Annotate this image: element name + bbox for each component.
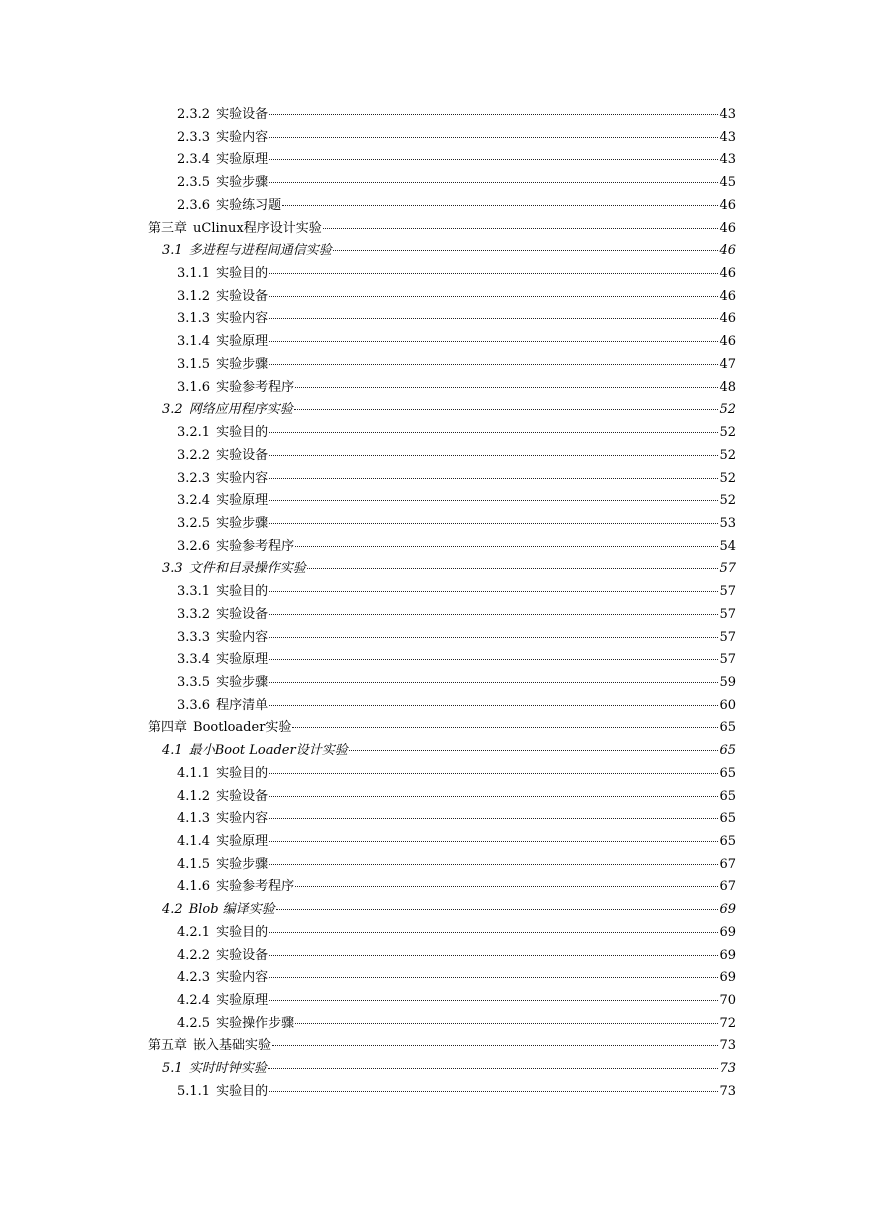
toc-page-number: 46 (719, 334, 736, 350)
toc-entry-number: 3.3.6 (177, 697, 211, 713)
toc-page-number: 45 (719, 175, 736, 191)
toc-entry-title: 实验内容 (216, 470, 269, 486)
toc-entry-number: 3.2.3 (177, 470, 211, 486)
toc-page-number: 65 (719, 811, 736, 827)
toc-entry-number: 4.1.4 (177, 834, 211, 849)
toc-subsection-entry[interactable] (148, 967, 736, 990)
toc-subsection-entry[interactable] (148, 513, 736, 536)
toc-section-entry[interactable] (148, 899, 736, 922)
toc-page-number: 73 (719, 1083, 736, 1099)
toc-subsection-entry[interactable] (148, 786, 736, 809)
toc-dot-leader (269, 704, 718, 706)
toc-entry-number: 3.3.1 (177, 584, 211, 600)
toc-dot-leader (269, 454, 718, 456)
toc-subsection-entry[interactable] (148, 1013, 736, 1036)
toc-entry-number: 4.2.3 (177, 970, 211, 986)
toc-subsection-entry[interactable] (148, 331, 736, 354)
toc-dot-leader (295, 885, 718, 887)
toc-page-number: 52 (719, 493, 736, 509)
toc-dot-leader (269, 113, 718, 115)
toc-entry-title: 实验设备 (216, 788, 269, 804)
toc-subsection-entry[interactable] (148, 468, 736, 491)
toc-entry-title: 实验参考程序 (216, 879, 295, 895)
toc-entry-title: 实验内容 (216, 811, 269, 827)
toc-dot-leader (269, 1090, 718, 1092)
toc-entry-number: 第五章 (148, 1038, 188, 1054)
toc-entry-title: 文件和目录操作实验 (188, 561, 306, 577)
toc-page-number: 70 (719, 993, 736, 1009)
toc-dot-leader (269, 931, 718, 933)
toc-page-number: 69 (719, 924, 736, 940)
toc-section-entry[interactable] (148, 558, 736, 581)
toc-entry-number: 3.2 (162, 402, 183, 418)
toc-entry-title: 实验原理 (216, 993, 269, 1009)
toc-page-number: 46 (719, 197, 736, 213)
toc-entry-number: 4.2.1 (177, 924, 211, 940)
toc-section-entry[interactable] (148, 740, 736, 763)
toc-dot-leader (269, 976, 718, 978)
toc-dot-leader (276, 908, 719, 910)
toc-entry-title: 实验内容 (216, 129, 269, 145)
toc-dot-leader (272, 1044, 718, 1046)
toc-dot-leader (292, 726, 718, 728)
toc-subsection-entry[interactable] (148, 604, 736, 627)
toc-entry-title: 实验设备 (216, 288, 269, 304)
toc-entry-number: 3.3.2 (177, 606, 211, 622)
toc-entry-title: 实验目的 (216, 425, 269, 441)
toc-dot-leader (269, 817, 718, 819)
toc-entry-title: 实验操作步骤 (216, 1015, 295, 1031)
toc-page-number: 46 (719, 311, 736, 327)
toc-dot-leader (269, 181, 718, 183)
toc-subsection-entry[interactable] (148, 195, 736, 218)
toc-dot-leader (269, 590, 718, 592)
toc-subsection-entry[interactable] (148, 990, 736, 1013)
toc-entry-number: 3.2.5 (177, 515, 211, 531)
toc-entry-title: 实验练习题 (216, 197, 282, 213)
toc-subsection-entry[interactable] (148, 445, 736, 468)
toc-dot-leader (269, 317, 718, 319)
toc-entry-number: 4.1.5 (177, 856, 211, 872)
toc-entry-title: 最小Boot Loader设计实验 (188, 743, 348, 759)
toc-entry-title: 实验设备 (216, 606, 269, 622)
toc-page-number: 52 (719, 402, 736, 418)
toc-page-number: 69 (719, 947, 736, 963)
toc-page-number: 65 (719, 788, 736, 804)
toc-dot-leader (269, 522, 718, 524)
toc-entry-number: 3.2.1 (177, 425, 211, 441)
toc-dot-leader (333, 249, 719, 251)
toc-entry-number: 2.3.5 (177, 175, 211, 191)
toc-entry-number: 3.1.2 (177, 288, 211, 304)
toc-entry-title: 网络应用程序实验 (188, 402, 293, 418)
toc-entry-number: 4.1.3 (177, 811, 211, 827)
toc-subsection-entry[interactable] (148, 422, 736, 445)
toc-page-number: 73 (719, 1038, 736, 1054)
toc-entry-number: 4.1.1 (177, 765, 211, 781)
toc-dot-leader (269, 431, 718, 433)
toc-page-number: 54 (719, 538, 736, 554)
toc-entry-title: 实验内容 (216, 629, 269, 645)
toc-dot-leader (269, 658, 718, 660)
toc-subsection-entry[interactable] (148, 286, 736, 309)
toc-page-number: 67 (719, 856, 736, 872)
toc-entry-title: 嵌入基础实验 (193, 1038, 272, 1054)
toc-subsection-entry[interactable] (148, 876, 736, 899)
toc-page-number: 65 (719, 834, 736, 849)
toc-page-number: 43 (719, 107, 736, 122)
toc-page-number: 47 (719, 356, 736, 372)
toc-page-number: 46 (719, 288, 736, 304)
toc-subsection-entry[interactable] (148, 377, 736, 400)
toc-dot-leader (269, 772, 718, 774)
toc-page-number: 57 (719, 652, 736, 668)
toc-subsection-entry[interactable] (148, 649, 736, 672)
toc-subsection-entry[interactable] (148, 1081, 736, 1104)
toc-dot-leader (269, 795, 718, 797)
toc-dot-leader (269, 613, 718, 615)
toc-page-number: 52 (719, 447, 736, 463)
toc-dot-leader (269, 999, 718, 1001)
toc-dot-leader (269, 863, 718, 865)
toc-entry-number: 4.2.4 (177, 993, 211, 1009)
toc-entry-number: 3.1.1 (177, 266, 211, 282)
toc-entry-number: 第三章 (148, 220, 188, 236)
toc-entry-title: 实验内容 (216, 970, 269, 986)
toc-entry-title: 实验设备 (216, 947, 269, 963)
toc-subsection-entry[interactable] (148, 536, 736, 559)
toc-entry-title: 实验目的 (216, 266, 269, 282)
toc-entry-title: Bootloader实验 (193, 720, 292, 736)
toc-page-number: 46 (719, 266, 736, 282)
toc-page-number: 52 (719, 470, 736, 486)
toc-entry-number: 4.1.6 (177, 879, 211, 895)
toc-entry-title: Blob 编译实验 (188, 902, 275, 918)
toc-dot-leader (295, 1022, 718, 1024)
toc-dot-leader (269, 136, 718, 138)
toc-page-number: 43 (719, 152, 736, 168)
toc-entry-title: 实验参考程序 (216, 379, 295, 395)
toc-entry-title: 实验原理 (216, 493, 269, 509)
toc-entry-number: 3.1.4 (177, 334, 211, 350)
toc-entry-title: 程序清单 (216, 697, 269, 713)
toc-section-entry[interactable] (148, 1058, 736, 1081)
toc-page-number: 59 (719, 674, 736, 690)
toc-entry-number: 3.1.6 (177, 379, 211, 395)
toc-subsection-entry[interactable] (148, 945, 736, 968)
toc-entry-number: 2.3.6 (177, 197, 211, 213)
toc-entry-number: 3.3 (162, 561, 183, 577)
toc-subsection-entry[interactable] (148, 854, 736, 877)
toc-entry-title: 实验步骤 (216, 515, 269, 531)
toc-subsection-entry[interactable] (148, 808, 736, 831)
table-of-contents (148, 104, 736, 1104)
toc-entry-title: 实验目的 (216, 924, 269, 940)
toc-entry-number: 3.1.3 (177, 311, 211, 327)
toc-entry-title: 实验步骤 (216, 175, 269, 191)
toc-entry-title: 实验原理 (216, 652, 269, 668)
toc-entry-number: 4.2.5 (177, 1015, 211, 1031)
toc-dot-leader (307, 567, 719, 569)
toc-entry-number: 3.2.4 (177, 493, 211, 509)
toc-subsection-entry[interactable] (148, 490, 736, 513)
toc-dot-leader (269, 363, 718, 365)
toc-section-entry[interactable] (148, 240, 736, 263)
toc-entry-number: 3.2.2 (177, 447, 211, 463)
toc-entry-number: 4.1.2 (177, 788, 211, 804)
toc-entry-title: uClinux程序设计实验 (193, 220, 322, 236)
toc-dot-leader (323, 227, 719, 229)
toc-page-number: 73 (719, 1061, 736, 1077)
toc-entry-title: 实验目的 (216, 584, 269, 600)
toc-page-number: 57 (719, 561, 736, 577)
toc-entry-number: 2.3.3 (177, 129, 211, 145)
toc-subsection-entry[interactable] (148, 127, 736, 150)
toc-page-number: 52 (719, 425, 736, 441)
toc-subsection-entry[interactable] (148, 172, 736, 195)
toc-dot-leader (269, 158, 718, 160)
toc-page-number: 57 (719, 584, 736, 600)
toc-entry-title: 实验参考程序 (216, 538, 295, 554)
toc-section-entry[interactable] (148, 399, 736, 422)
toc-page-number: 67 (719, 879, 736, 895)
toc-entry-title: 实验步骤 (216, 356, 269, 372)
toc-page-number: 46 (719, 220, 736, 236)
toc-page-number: 57 (719, 606, 736, 622)
toc-subsection-entry[interactable] (148, 104, 736, 127)
toc-dot-leader (269, 295, 718, 297)
toc-dot-leader (282, 204, 718, 206)
toc-entry-title: 实验步骤 (216, 674, 269, 690)
toc-dot-leader (269, 499, 718, 501)
toc-dot-leader (295, 386, 718, 388)
toc-entry-number: 2.3.2 (177, 107, 211, 122)
toc-page-number: 65 (719, 720, 736, 736)
toc-subsection-entry[interactable] (148, 627, 736, 650)
toc-entry-number: 3.1.5 (177, 356, 211, 372)
toc-entry-number: 第四章 (148, 720, 188, 736)
toc-dot-leader (349, 749, 719, 751)
toc-subsection-entry[interactable] (148, 922, 736, 945)
toc-page-number: 48 (719, 379, 736, 395)
toc-page-number: 69 (719, 902, 736, 918)
toc-dot-leader (269, 272, 718, 274)
toc-page-number: 46 (719, 243, 736, 259)
toc-subsection-entry[interactable] (148, 354, 736, 377)
toc-entry-title: 实验设备 (216, 447, 269, 463)
toc-entry-title: 实时时钟实验 (188, 1061, 267, 1077)
toc-dot-leader (269, 840, 718, 842)
toc-entry-number: 3.2.6 (177, 538, 211, 554)
toc-dot-leader (269, 681, 718, 683)
toc-page-number: 69 (719, 970, 736, 986)
toc-entry-number: 3.1 (162, 243, 183, 259)
toc-dot-leader (269, 477, 718, 479)
toc-dot-leader (268, 1067, 719, 1069)
toc-entry-title: 多进程与进程间通信实验 (188, 243, 332, 259)
toc-entry-number: 4.2.2 (177, 947, 211, 963)
toc-dot-leader (295, 545, 718, 547)
toc-entry-number: 3.3.4 (177, 652, 211, 668)
toc-subsection-entry[interactable] (148, 695, 736, 718)
toc-entry-number: 5.1 (162, 1061, 183, 1077)
toc-entry-title: 实验原理 (216, 152, 269, 168)
toc-subsection-entry[interactable] (148, 149, 736, 172)
toc-chapter-entry[interactable] (148, 717, 736, 740)
toc-page-number: 60 (719, 697, 736, 713)
toc-entry-title: 实验目的 (216, 765, 269, 781)
toc-page-number: 72 (719, 1015, 736, 1031)
toc-page-number: 57 (719, 629, 736, 645)
toc-page-number: 53 (719, 515, 736, 531)
toc-page-number: 65 (719, 765, 736, 781)
toc-dot-leader (269, 340, 718, 342)
toc-page-number: 65 (719, 743, 736, 759)
toc-entry-title: 实验原理 (216, 334, 269, 350)
toc-entry-number: 2.3.4 (177, 152, 211, 168)
toc-dot-leader (294, 408, 719, 410)
toc-entry-number: 3.3.5 (177, 674, 211, 690)
toc-subsection-entry[interactable] (148, 672, 736, 695)
toc-dot-leader (269, 636, 718, 638)
toc-entry-title: 实验原理 (216, 834, 269, 849)
toc-entry-number: 5.1.1 (177, 1083, 211, 1099)
toc-entry-title: 实验步骤 (216, 856, 269, 872)
toc-subsection-entry[interactable] (148, 763, 736, 786)
toc-entry-title: 实验设备 (216, 107, 269, 122)
toc-chapter-entry[interactable] (148, 218, 736, 241)
toc-entry-title: 实验内容 (216, 311, 269, 327)
toc-entry-title: 实验目的 (216, 1083, 269, 1099)
toc-entry-number: 3.3.3 (177, 629, 211, 645)
toc-subsection-entry[interactable] (148, 581, 736, 604)
toc-entry-number: 4.1 (162, 743, 183, 759)
toc-subsection-entry[interactable] (148, 308, 736, 331)
toc-subsection-entry[interactable] (148, 263, 736, 286)
toc-dot-leader (269, 954, 718, 956)
toc-page-number: 43 (719, 129, 736, 145)
toc-chapter-entry[interactable] (148, 1035, 736, 1058)
toc-entry-number: 4.2 (162, 902, 183, 918)
toc-subsection-entry[interactable] (148, 831, 736, 854)
